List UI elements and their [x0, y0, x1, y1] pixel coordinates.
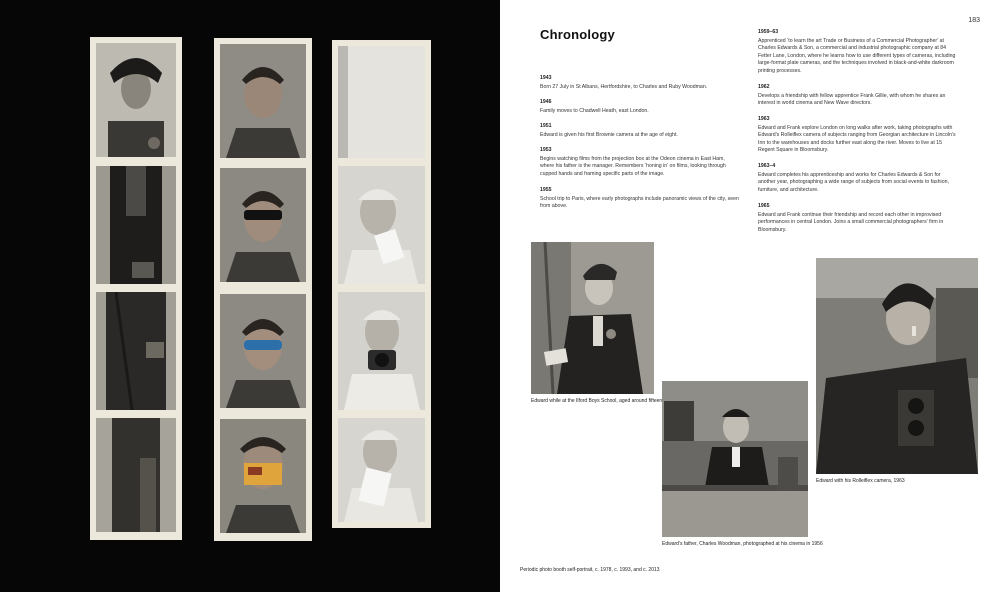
entry-text: Family moves to Chadwell Heath, east London. — [540, 107, 649, 114]
chronology-entry — [540, 123, 740, 139]
entry-year: 1943 — [540, 75, 552, 81]
entry-year: 1962 — [758, 84, 770, 90]
chronology-entry — [758, 203, 958, 234]
entry-year: 1965 — [758, 203, 770, 209]
entry-year: 1953 — [540, 147, 552, 153]
photo-schoolboy — [531, 242, 654, 394]
chronology-entry — [540, 187, 740, 211]
entry-text: Edward and Frank continue their friendship and record each other in improvised performances in central London. Joins a small commercial photographers’ firm in Bloomsbury. — [758, 211, 944, 233]
entry-text: Edward and Frank explore London on long walks after work, taking photographs with Edward’s Rolleiflex camera of subjects ranging from Georgian architecture in Lincoln’s Inn to the warehouses and docks further east along the river. Moves to live at 15 Regent Square in Bloomsbury. — [758, 124, 956, 154]
entry-year: 1951 — [540, 123, 552, 129]
entry-text: Apprenticed ‘to learn the art Trade or Business of a Commercial Photographer’ at Charles Edwards & Son, a commercial and industrial photographic company at 84 Fetter Lane, London, where he learns how to use different types of cameras, including large-format plate cameras, and the techniques involved in black-and-white darkroom printing processes. — [758, 37, 956, 74]
booth-frame — [96, 43, 176, 157]
entry-year: 1946 — [540, 99, 552, 105]
page-number: 183 — [968, 17, 980, 24]
booth-frame — [220, 44, 306, 158]
entry-year: 1955 — [540, 187, 552, 193]
chronology-entry — [758, 29, 958, 76]
photo-caption: Edward while at the Ilford Boys School, aged around fifteen — [531, 398, 663, 404]
booth-frame — [96, 166, 176, 284]
photo-caption: Edward’s father, Charles Woodman, photographed at his cinema in 1956 — [662, 541, 823, 547]
entry-text: Begins watching films from the projection box at the Odeon cinema in East Ham, where his father is the manager. Remembers ‘honing in’ on films, looking through cupped hands and framing specific parts of the image. — [540, 155, 726, 177]
page-title: Chronology — [540, 27, 615, 42]
chronology-entry — [758, 163, 958, 194]
entry-text: Born 27 July in St Albans, Hertfordshire, to Charles and Ruby Woodman. — [540, 83, 708, 90]
booth-frame — [338, 46, 425, 158]
chronology-entry — [540, 147, 740, 178]
booth-frame — [96, 418, 176, 532]
photo-strip-2013 — [332, 40, 431, 528]
entry-text: Edward completes his apprenticeship and works for Charles Edwards & Son for another year, photographing a wide range of subjects from social events to fashion, furniture, and architecture. — [758, 171, 949, 193]
chronology-entry — [540, 99, 740, 115]
booth-frame — [338, 292, 425, 410]
booth-frame — [338, 166, 425, 284]
photo-strip-1993 — [214, 38, 312, 541]
entry-text: Edward is given his first Brownie camera at the age of eight. — [540, 131, 678, 138]
booth-frame — [338, 418, 425, 522]
chronology-entry — [758, 84, 958, 108]
chronology-entry — [758, 116, 958, 155]
strips-caption: Periodic photo booth self-portrait, c. 1978, c. 1993, and c. 2013 — [520, 567, 660, 573]
booth-frame — [220, 294, 306, 408]
booth-frame — [220, 419, 306, 533]
entry-text: School trip to Paris, where early photographs include panoramic views of the city, seen from above. — [540, 195, 739, 210]
booth-frame — [96, 292, 176, 410]
photo-rolleiflex — [816, 258, 978, 474]
right-page — [500, 0, 1000, 592]
entry-text: Develops a friendship with fellow apprentice Frank Gillie, with whom he shares an interest in world cinema and New Wave directors. — [758, 92, 946, 107]
photo-strip-1978 — [90, 37, 182, 540]
entry-year: 1963 — [758, 116, 770, 122]
photo-father — [662, 381, 808, 537]
chronology-entry — [540, 75, 740, 91]
photo-caption: Edward with his Rolleiflex camera, 1963 — [816, 478, 905, 484]
entry-year: 1959–63 — [758, 29, 779, 35]
entry-year: 1963–4 — [758, 163, 776, 169]
booth-frame — [220, 168, 306, 282]
